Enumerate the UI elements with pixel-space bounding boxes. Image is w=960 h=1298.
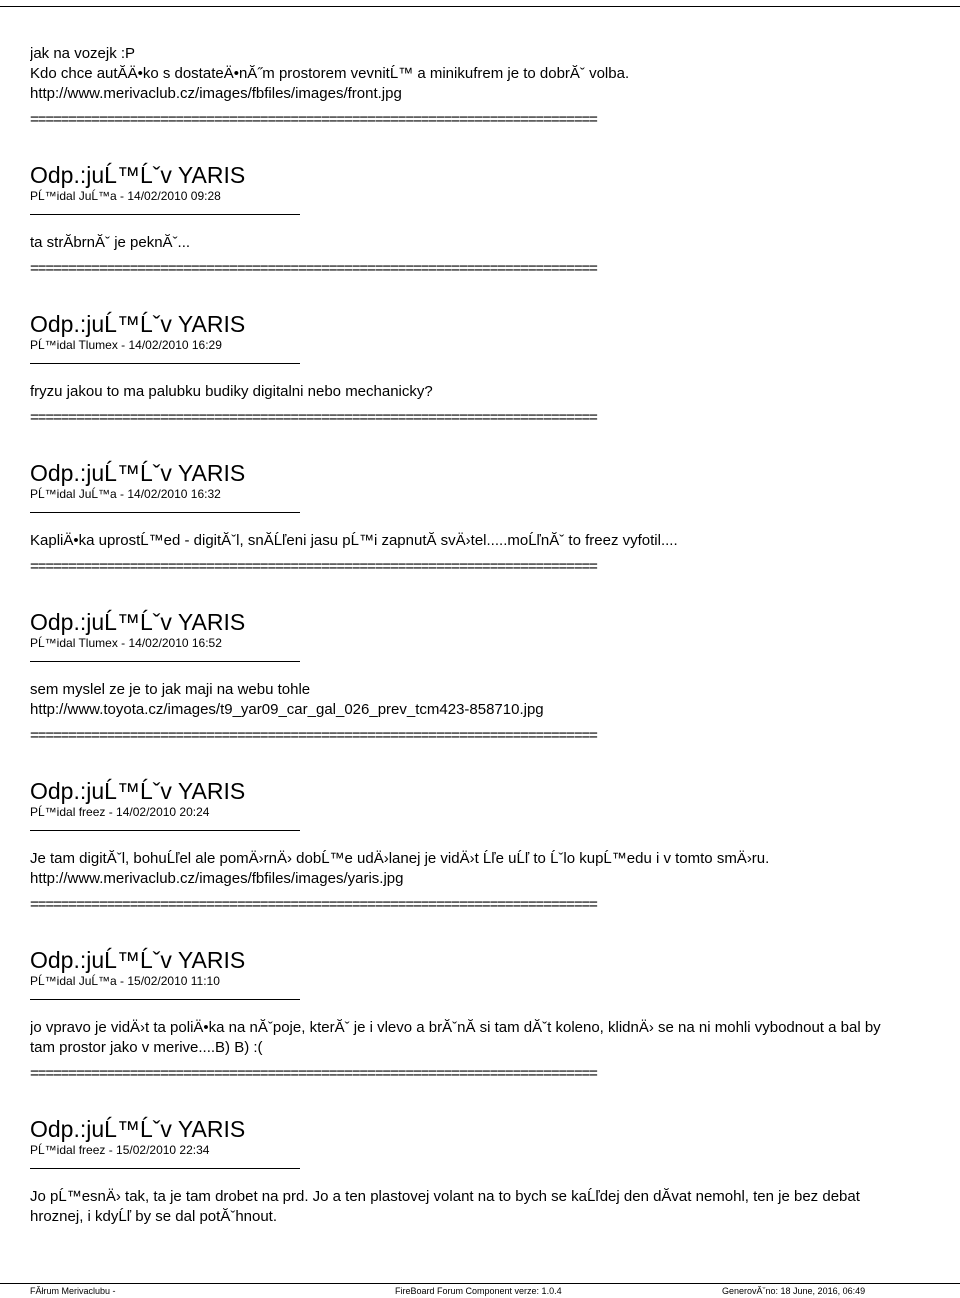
intro-text: Kdo chce autĂÄ•ko s dostateÄ•nĂ˝m prostorem vevnitĹ™ a minikufrem je to dobrĂˇ volba. xyxy=(30,65,630,82)
post-link[interactable]: http://www.toyota.cz/images/t9_yar09_car_gal_026_prev_tcm423-858710.jpg xyxy=(30,701,544,718)
post-body xyxy=(30,233,960,253)
post-separator: ========================================================================== xyxy=(30,409,597,426)
forum-post xyxy=(30,609,960,746)
post-text: KapliÄ•ka uprostĹ™ed - digitĂˇl, snĂĹľeni jasu pĹ™i zapnutĂ svÄ›tel.....moĹľnĂˇ to freez vyfotil.... xyxy=(30,532,678,549)
forum-thread xyxy=(30,44,960,1227)
post-header-divider xyxy=(30,512,300,513)
intro-post-body xyxy=(30,44,960,104)
post-meta: PĹ™idal freez - 14/02/2010 20:24 xyxy=(30,805,210,819)
forum-post xyxy=(30,460,960,577)
post-link[interactable]: http://www.merivaclub.cz/images/fbfiles/images/yaris.jpg xyxy=(30,870,404,887)
post-meta: PĹ™idal JuĹ™a - 15/02/2010 11:10 xyxy=(30,974,220,988)
forum-post xyxy=(30,1116,960,1227)
post-text: ta strĂbrnĂˇ je peknĂˇ... xyxy=(30,234,191,251)
post-separator: ========================================================================== xyxy=(30,111,597,128)
intro-text: jak na vozejk :P xyxy=(30,45,136,62)
post-title: Odp.:juĹ™Ĺˇv YARIS xyxy=(30,1116,246,1142)
post-body xyxy=(30,1187,960,1227)
post-title: Odp.:juĹ™Ĺˇv YARIS xyxy=(30,947,246,973)
post-header-divider xyxy=(30,1168,300,1169)
post-body xyxy=(30,382,960,402)
post-body xyxy=(30,680,960,720)
forum-post xyxy=(30,311,960,428)
post-header-divider xyxy=(30,999,300,1000)
forum-post xyxy=(30,162,960,279)
post-list xyxy=(30,162,960,1227)
page-footer xyxy=(0,1283,960,1298)
post-separator: ========================================================================== xyxy=(30,727,597,744)
forum-post xyxy=(30,947,960,1084)
post-title: Odp.:juĹ™Ĺˇv YARIS xyxy=(30,778,246,804)
post-meta: PĹ™idal Tlumex - 14/02/2010 16:52 xyxy=(30,636,222,650)
post-meta: PĹ™idal JuĹ™a - 14/02/2010 09:28 xyxy=(30,189,221,203)
post-header-divider xyxy=(30,661,300,662)
post-text: hroznej, i kdyĹľ by se dal potĂˇhnout. xyxy=(30,1208,278,1225)
post-title: Odp.:juĹ™Ĺˇv YARIS xyxy=(30,162,246,188)
post-header-divider xyxy=(30,214,300,215)
post-text: sem myslel ze je to jak maji na webu tohle xyxy=(30,681,311,698)
post-text: jo vpravo je vidÄ›t ta poliÄ•ka na nĂˇpoje, kterĂˇ je i vlevo a brĂˇnĂ si tam dĂˇt koleno, klidnÄ› se na ni mohli vybodnout a bal by xyxy=(30,1019,881,1036)
post-title: Odp.:juĹ™Ĺˇv YARIS xyxy=(30,609,246,635)
footer-component: FireBoard Forum Component verze: 1.0.4 xyxy=(395,1286,562,1296)
post-header-divider xyxy=(30,830,300,831)
post-header-divider xyxy=(30,363,300,364)
post-title: Odp.:juĹ™Ĺˇv YARIS xyxy=(30,311,246,337)
post-separator: ========================================================================== xyxy=(30,896,597,913)
forum-post xyxy=(30,778,960,915)
post-text: Je tam digitĂˇl, bohuĹľel ale pomÄ›rnÄ› dobĹ™e udÄ›lanej je vidÄ›t Ĺľe uĹľ to Ĺˇlo kupĹ™edu i v tomto smÄ›ru. xyxy=(30,850,770,867)
post-meta: PĹ™idal freez - 15/02/2010 22:34 xyxy=(30,1143,210,1157)
post-text: tam prostor jako v merive....B) B) :( xyxy=(30,1039,263,1056)
post-body xyxy=(30,531,960,551)
post-body xyxy=(30,849,960,889)
post-text: fryzu jakou to ma palubku budiky digitalni nebo mechanicky? xyxy=(30,383,433,400)
post-text: Jo pĹ™esnÄ› tak, ta je tam drobet na prd. Jo a ten plastovej volant na to bych se kaĹľdej den dĂvat nemohl, ten je bez debat xyxy=(30,1188,860,1205)
post-title: Odp.:juĹ™Ĺˇv YARIS xyxy=(30,460,246,486)
post-meta: PĹ™idal Tlumex - 14/02/2010 16:29 xyxy=(30,338,222,352)
footer-forum-name: FĂłrum Merivaclubu - xyxy=(30,1286,116,1296)
post-meta: PĹ™idal JuĹ™a - 14/02/2010 16:32 xyxy=(30,487,221,501)
post-separator: ========================================================================== xyxy=(30,260,597,277)
top-divider xyxy=(0,6,960,7)
intro-link[interactable]: http://www.merivaclub.cz/images/fbfiles/images/front.jpg xyxy=(30,85,402,102)
post-separator: ========================================================================== xyxy=(30,558,597,575)
post-separator: ========================================================================== xyxy=(30,1065,597,1082)
footer-generated: GenerovĂˇno: 18 June, 2016, 06:49 xyxy=(722,1286,866,1296)
post-body xyxy=(30,1018,960,1058)
